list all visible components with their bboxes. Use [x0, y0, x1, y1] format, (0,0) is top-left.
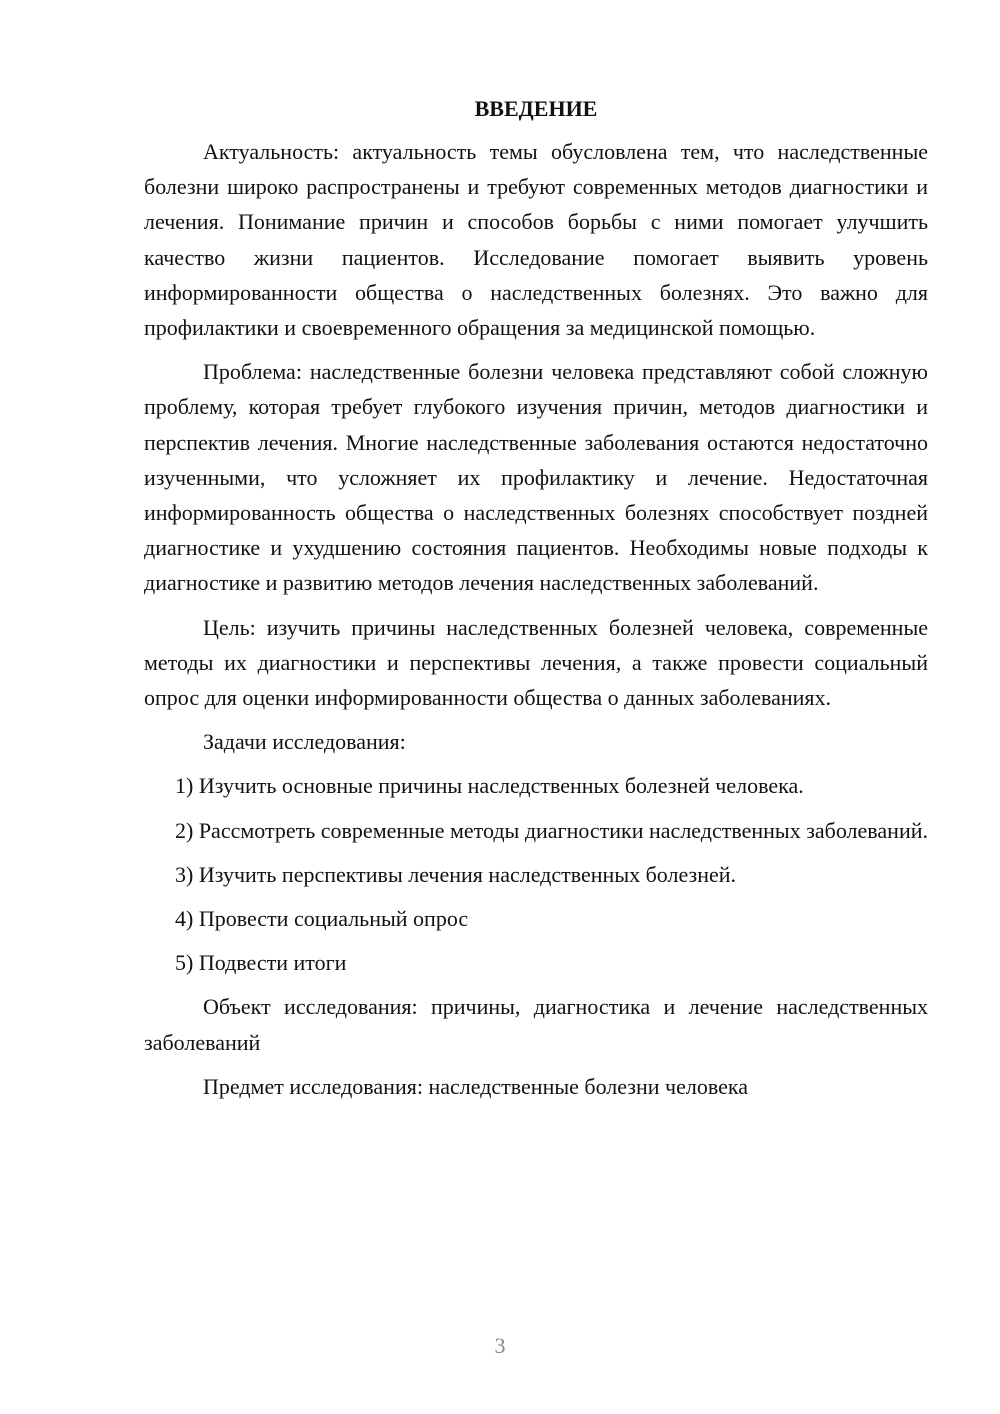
- paragraph-object: Объект исследования: причины, диагностика и лечение наследственных заболеваний: [144, 994, 928, 1055]
- paragraph-relevance: Актуальность: актуальность темы обусловлена тем, что наследственные болезни широко распространены и требуют современных методов диагностики и лечения. Понимание причин и способов борьбы с ними помогает улучшить качество жизни пациентов. Исследование помогает выявить уровень информированности общества о наследственных болезнях. Это важно для профилактики и своевременного обращения за медицинской помощью.: [144, 139, 928, 341]
- page-title: ВВЕДЕНИЕ: [474, 96, 598, 121]
- task-item-1: 1) Изучить основные причины наследственных болезней человека.: [175, 773, 804, 799]
- paragraph-problem: Проблема: наследственные болезни человека представляют собой сложную проблему, которая требует глубокого изучения причин, методов диагностики и перспектив лечения. Многие наследственные заболевания остаются недостаточно изученными, что усложняет их профилактику и лечение. Недостаточная информированность общества о наследственных болезнях способствует поздней диагностике и ухудшению состояния пациентов. Необходимы новые подходы к диагностике и развитию методов лечения наследственных заболеваний.: [144, 359, 928, 596]
- task-item-3: 3) Изучить перспективы лечения наследственных болезней.: [175, 861, 737, 887]
- task-item-2: 2) Рассмотреть современные методы диагностики наследственных заболеваний.: [175, 817, 928, 843]
- document-body: [144, 94, 928, 1113]
- paragraph-tasks-heading: Задачи исследования:: [203, 729, 406, 755]
- page-number: 3: [494, 1333, 506, 1358]
- task-item-4: 4) Провести социальный опрос: [175, 906, 469, 932]
- paragraph-subject: Предмет исследования: наследственные болезни человека: [203, 1073, 748, 1099]
- task-item-5: 5) Подвести итоги: [175, 950, 347, 976]
- paragraph-goal: Цель: изучить причины наследственных болезней человека, современные методы их диагностики и перспективы лечения, а также провести социальный опрос для оценки информированности общества о данных заболеваниях.: [144, 614, 928, 711]
